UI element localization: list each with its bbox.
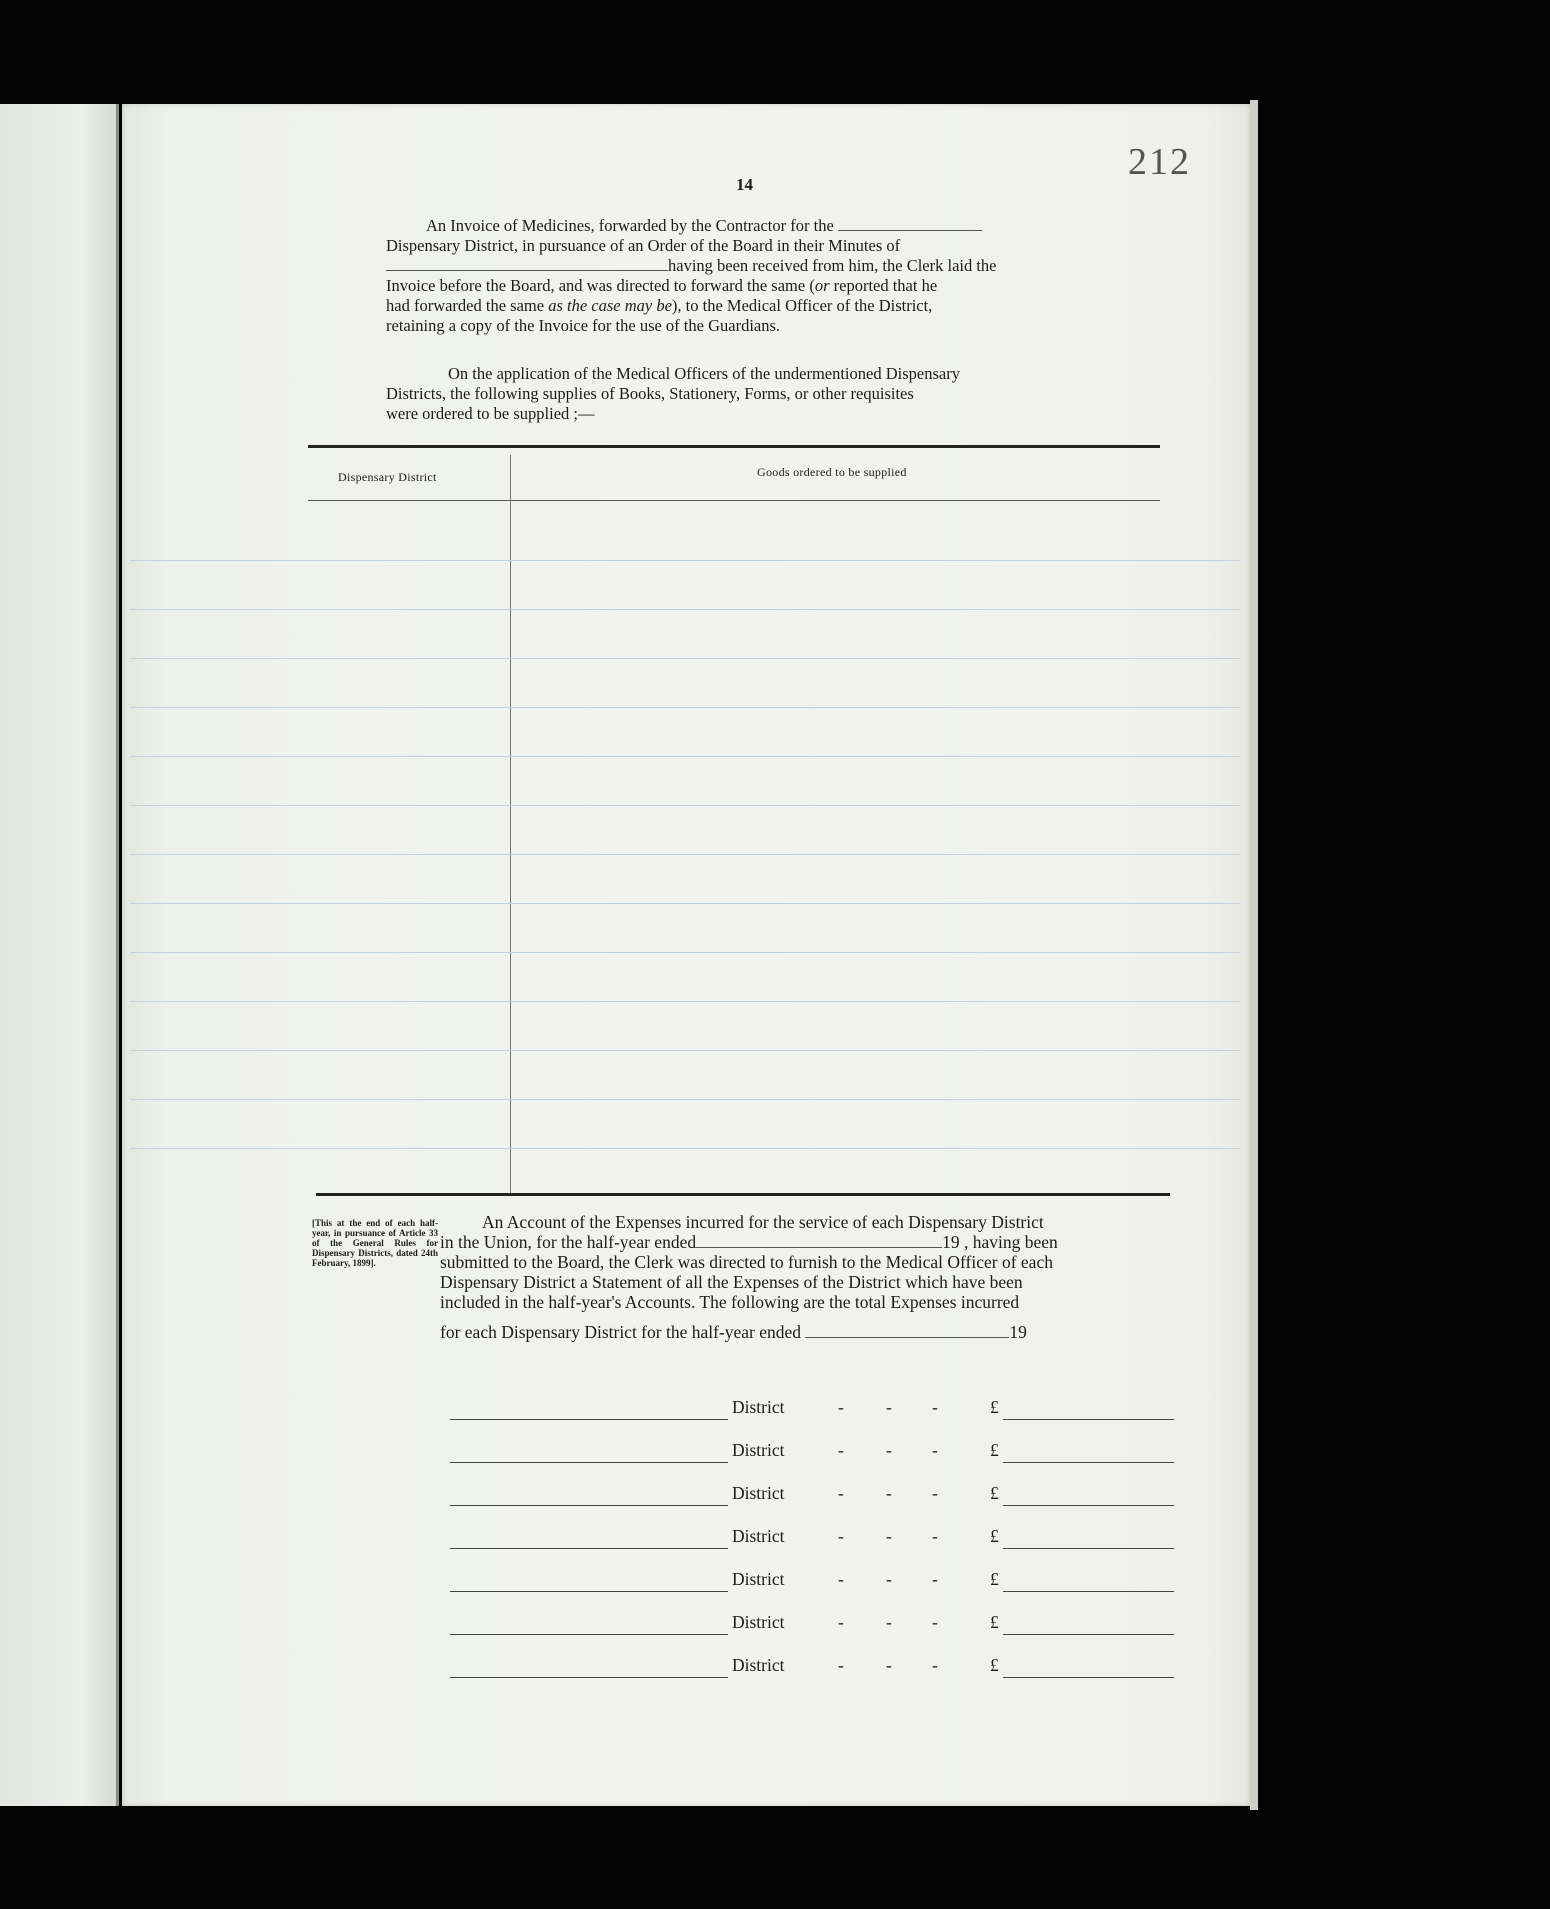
dash: - xyxy=(932,1440,938,1460)
district-label: District xyxy=(732,1612,785,1632)
amount-field[interactable] xyxy=(1003,1419,1174,1420)
dash: - xyxy=(932,1569,938,1589)
district-row xyxy=(450,1437,1174,1465)
left-page-edge xyxy=(0,104,119,1806)
ruled-line xyxy=(130,805,1240,806)
dash: - xyxy=(838,1569,844,1589)
ruled-line xyxy=(130,756,1240,757)
ruled-line xyxy=(130,560,1240,561)
district-name-field[interactable] xyxy=(450,1677,728,1678)
district-row xyxy=(450,1480,1174,1508)
dash: - xyxy=(886,1440,892,1460)
para1-line-1: An Invoice of Medicines, forwarded by the Contractor for the xyxy=(426,216,834,235)
account-year-19: 19 xyxy=(942,1232,960,1252)
dash: - xyxy=(886,1397,892,1417)
account-line-4: Dispensary District a Statement of all the Expenses of the District which have been xyxy=(440,1272,1023,1292)
dash: - xyxy=(886,1655,892,1675)
column-header-district: Dispensary District xyxy=(338,470,437,484)
pound-sign: £ xyxy=(990,1569,999,1589)
para2-line-2: Districts, the following supplies of Books, Stationery, Forms, or other requisites xyxy=(386,384,914,403)
account-line-2a: in the Union, for the half-year ended xyxy=(440,1232,697,1252)
amount-field[interactable] xyxy=(1003,1505,1174,1506)
column-header-goods: Goods ordered to be supplied xyxy=(757,465,907,479)
ruled-line xyxy=(130,1148,1240,1149)
page-edge xyxy=(1250,100,1258,1810)
dash: - xyxy=(838,1612,844,1632)
ruled-line xyxy=(130,854,1240,855)
ruled-line xyxy=(130,1001,1240,1002)
dash: - xyxy=(932,1526,938,1546)
account-line-1: An Account of the Expenses incurred for the service of each Dispensary District xyxy=(482,1212,1044,1232)
para1-line-5c: ), to the Medical Officer of the District, xyxy=(671,296,933,315)
para1-line-5a: had forwarded the same xyxy=(386,296,549,315)
ruled-line xyxy=(130,1050,1240,1051)
amount-field[interactable] xyxy=(1003,1677,1174,1678)
pound-sign: £ xyxy=(990,1612,999,1632)
para1-line-4b: or xyxy=(814,276,830,295)
district-label: District xyxy=(732,1569,785,1589)
dash: - xyxy=(886,1569,892,1589)
half-year-blank xyxy=(696,1233,942,1248)
table-top-rule xyxy=(308,445,1160,448)
supplies-paragraph xyxy=(386,364,1104,424)
district-label: District xyxy=(732,1526,785,1546)
district-row xyxy=(450,1523,1174,1551)
district-row xyxy=(450,1652,1174,1680)
para1-line-3: having been received from him, the Clerk laid the xyxy=(668,256,997,275)
account-line-5: included in the half-year's Accounts. The following are the total Expenses incurred xyxy=(440,1292,1020,1312)
amount-field[interactable] xyxy=(1003,1462,1174,1463)
district-name-field[interactable] xyxy=(450,1505,728,1506)
ruled-line xyxy=(130,707,1240,708)
dash: - xyxy=(838,1655,844,1675)
pound-sign: £ xyxy=(990,1526,999,1546)
folio-number: 212 xyxy=(1128,141,1191,183)
dash: - xyxy=(886,1483,892,1503)
account-paragraph xyxy=(440,1212,1172,1342)
pound-sign: £ xyxy=(990,1483,999,1503)
margin-note: [This at the end of each half-year, in pursuance of Article 33 of the General Rules for Dispensary Districts, dated 24th February, 1899]. xyxy=(312,1218,438,1268)
district-row xyxy=(450,1394,1174,1422)
dash: - xyxy=(932,1655,938,1675)
table-bottom-rule xyxy=(316,1193,1170,1196)
dash: - xyxy=(932,1612,938,1632)
para2-line-3: were ordered to be supplied ;— xyxy=(386,404,595,423)
page-number: 14 xyxy=(736,175,753,194)
district-name-field[interactable] xyxy=(450,1419,728,1420)
account-line-3: submitted to the Board, the Clerk was directed to furnish to the Medical Officer of each xyxy=(440,1252,1053,1272)
dash: - xyxy=(838,1397,844,1417)
dash: - xyxy=(932,1483,938,1503)
account-line-6a: for each Dispensary District for the half-year ended xyxy=(440,1322,802,1342)
contractor-blank xyxy=(838,216,982,231)
para1-line-4a: Invoice before the Board, and was directed to forward the same ( xyxy=(386,276,815,295)
dash: - xyxy=(838,1440,844,1460)
district-row xyxy=(450,1566,1174,1594)
ruled-line xyxy=(130,952,1240,953)
dash: - xyxy=(838,1526,844,1546)
minutes-blank xyxy=(386,256,668,271)
ruled-line xyxy=(130,658,1240,659)
pound-sign: £ xyxy=(990,1397,999,1417)
para1-line-6: retaining a copy of the Invoice for the use of the Guardians. xyxy=(386,316,781,335)
district-row xyxy=(450,1609,1174,1637)
account-line-2c: , having been xyxy=(963,1232,1058,1252)
para1-line-4c: reported that he xyxy=(829,276,938,295)
district-label: District xyxy=(732,1440,785,1460)
para1-line-5b: as the case may be xyxy=(548,296,672,315)
district-name-field[interactable] xyxy=(450,1462,728,1463)
district-label: District xyxy=(732,1483,785,1503)
ruled-line xyxy=(130,903,1240,904)
dash: - xyxy=(886,1612,892,1632)
table-header-rule xyxy=(308,500,1160,501)
district-label: District xyxy=(732,1397,785,1417)
district-label: District xyxy=(732,1655,785,1675)
pound-sign: £ xyxy=(990,1655,999,1675)
district-name-field[interactable] xyxy=(450,1548,728,1549)
account-year-19-b: 19 xyxy=(1009,1322,1027,1342)
dash: - xyxy=(838,1483,844,1503)
district-name-field[interactable] xyxy=(450,1591,728,1592)
para2-line-1: On the application of the Medical Officers of the undermentioned Dispensary xyxy=(448,364,960,383)
dash: - xyxy=(932,1397,938,1417)
amount-field[interactable] xyxy=(1003,1634,1174,1635)
amount-field[interactable] xyxy=(1003,1591,1174,1592)
table-column-divider xyxy=(510,455,511,1193)
half-year-blank-2 xyxy=(805,1323,1009,1338)
dash: - xyxy=(886,1526,892,1546)
ruled-line xyxy=(130,609,1240,610)
para1-line-2: Dispensary District, in pursuance of an Order of the Board in their Minutes of xyxy=(386,236,901,255)
ruled-line xyxy=(130,1099,1240,1100)
invoice-paragraph xyxy=(386,216,1104,336)
district-name-field[interactable] xyxy=(450,1634,728,1635)
pound-sign: £ xyxy=(990,1440,999,1460)
amount-field[interactable] xyxy=(1003,1548,1174,1549)
